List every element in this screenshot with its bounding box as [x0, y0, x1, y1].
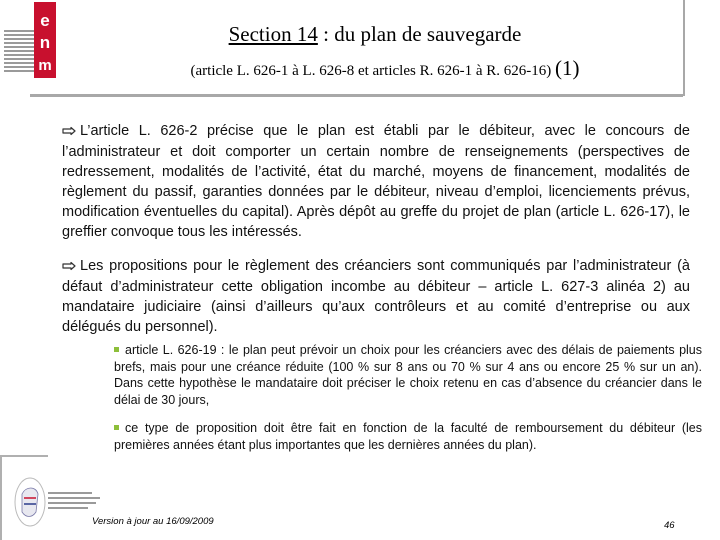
page-title: [140, 20, 610, 48]
pointing-hand-icon: [62, 122, 80, 142]
page-subtitle: [135, 57, 635, 82]
pointing-hand-icon: [62, 257, 80, 277]
footer-corner-horizontal: [0, 455, 48, 457]
title-section: Section 14: [228, 22, 318, 46]
subtitle-note: (1): [554, 56, 580, 80]
square-bullet-icon: [114, 425, 119, 430]
svg-text:e: e: [40, 11, 50, 30]
svg-text:n: n: [39, 33, 51, 52]
footer-corner-vertical: [0, 455, 2, 540]
sub-item-1-text: article L. 626-19 : le plan peut prévoir un choix pour les créanciers avec des délais de paiements plus brefs, mais pour une créance réduite (100 % sur 8 ans ou 70 % sur 4 ans ou encore 25 % sur un an). Dans cette hypothèse le mandataire doit préciser le choix retenu en cas d’absence du créancier dans le délai de 30 jours,: [114, 343, 702, 407]
sub-item-1: [114, 342, 702, 408]
paragraph-1-text: L’article L. 626-2 précise que le plan est établi par le débiteur, avec le concours de l’administrateur et doit comporter un certain nombre de renseignements (perspectives de redressement, modalités de l’activité, état du marché, moyens de financement, modalités de règlement du passif, garanties données par le débiteur, niveau d’emploi, licenciements prévus, modification éventuelles du capital). Après dépôt au greffe du projet de plan (article L. 626-17), le greffier convoque tous les intéressés.: [62, 123, 690, 240]
subtitle-main: (article L. 626-1 à L. 626-8 et articles R. 626-1 à R. 626-16): [190, 63, 555, 79]
sub-item-2-text: ce type de proposition doit être fait en fonction de la faculté de remboursement du débiteur (les premières années étant plus importantes que les dernières années du plan).: [114, 421, 702, 452]
paragraph-2: [62, 256, 690, 337]
paragraph-1: [62, 121, 690, 242]
sub-item-2: [114, 420, 702, 453]
title-rest: : du plan de sauvegarde: [317, 22, 522, 46]
header-rule: [30, 94, 683, 97]
footer-version: Version à jour au 16/09/2009: [92, 516, 214, 527]
svg-text:m: m: [38, 57, 52, 74]
square-bullet-icon: [114, 347, 119, 352]
page-number: 46: [664, 520, 675, 531]
paragraph-2-text: Les propositions pour le règlement des créanciers sont communiqués par l’administrateur (à défaut d’administrateur cette obligation incombe au débiteur – article L. 627-3 alinéa 2) au mandataire judiciaire (ainsi d’ailleurs qu’aux contrôleurs et au comité d’entreprise ou aux délégués du personnel).: [62, 258, 690, 335]
enm-logo-icon: [4, 0, 64, 80]
header-vertical-rule: [683, 0, 685, 96]
